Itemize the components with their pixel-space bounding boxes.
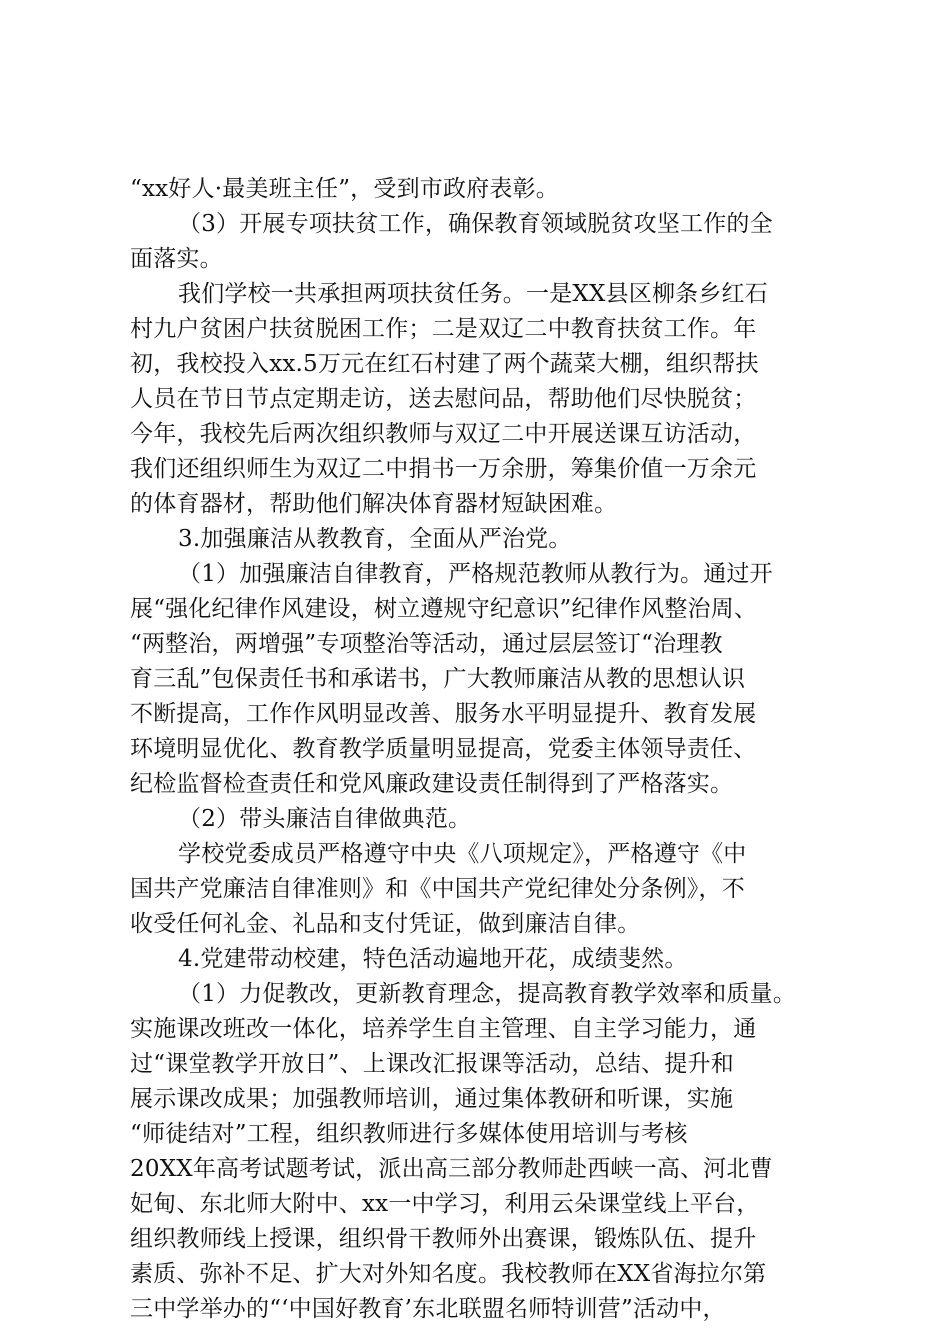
text-line-13: 展“强化纪律作风建设，树立遵规守纪意识”纪律作风整治周、	[130, 596, 758, 622]
text-line-1: “xx好人·最美班主任”，受到市政府表彰。	[130, 176, 559, 202]
text-line-30: 妃甸、东北师大附中、xx一中学习，利用云朵课堂线上平台，	[130, 1191, 760, 1217]
text-line-25: 实施课改班改一体化，培养学生自主管理、自主学习能力，通	[130, 1016, 757, 1042]
section-heading-3: 3.加强廉洁从教教育，全面从严治党。	[178, 526, 572, 552]
text-line-26: 过“课堂教学开放日”、上课改汇报课等活动，总结、提升和	[130, 1051, 734, 1077]
text-line-22: 收受任何礼金、礼品和支付凭证，做到廉洁自律。	[130, 911, 641, 937]
text-line-2: （3）开展专项扶贫工作，确保教育领域脱贫攻坚工作的全	[178, 211, 773, 237]
text-line-8: 今年，我校先后两次组织教师与双辽二中开展送课互访活动，	[130, 421, 757, 447]
text-line-4: 我们学校一共承担两项扶贫任务。一是XX县区柳条乡红石	[178, 281, 768, 307]
text-line-24: （1）力促教改，更新教育理念，提高教育教学效率和质量。	[178, 981, 797, 1007]
text-line-9: 我们还组织师生为双辽二中捐书一万余册，筹集价值一万余元	[130, 456, 757, 482]
text-line-5: 村九户贫困户扶贫脱困工作；二是双辽二中教育扶贫工作。年	[130, 316, 757, 342]
text-line-33: 三中学举办的“‘中国好教育’东北联盟名师特训营”活动中，	[130, 1296, 726, 1322]
section-heading-4: 4.党建带动校建，特色活动遍地开花，成绩斐然。	[178, 946, 688, 972]
text-line-14: “两整治，两增强”专项整治等活动，通过层层签订“治理教	[130, 631, 723, 657]
text-line-31: 组织教师线上授课，组织骨干教师外出赛课，锻炼队伍、提升	[130, 1226, 757, 1252]
text-line-28: “师徒结对”工程，组织教师进行多媒体使用培训与考核	[130, 1121, 688, 1147]
text-line-21: 国共产党廉洁自律准则》和《中国共产党纪律处分条例》，不	[130, 876, 745, 902]
text-line-10: 的体育器材，帮助他们解决体育器材短缺困难。	[130, 491, 618, 517]
text-line-7: 人员在节日节点定期走访，送去慰问品，帮助他们尽快脱贫；	[130, 386, 757, 412]
text-line-20: 学校党委成员严格遵守中央《八项规定》，严格遵守《中	[178, 841, 747, 867]
text-line-19: （2）带头廉洁自律做典范。	[178, 806, 472, 832]
text-line-17: 环境明显优化、教育教学质量明显提高，党委主体领导责任、	[130, 736, 757, 762]
text-line-3: 面落实。	[130, 246, 223, 272]
text-line-27: 展示课改成果；加强教师培训，通过集体教研和听课，实施	[130, 1086, 734, 1112]
text-line-18: 纪检监督检查责任和党风廉政建设责任制得到了严格落实。	[130, 771, 734, 797]
text-line-12: （1）加强廉洁自律教育，严格规范教师从教行为。通过开	[178, 561, 773, 587]
text-line-6: 初，我校投入xx.5万元在红石村建了两个蔬菜大棚，组织帮扶	[130, 351, 759, 377]
text-line-15: 育三乱”包保责任书和承诺书，广大教师廉洁从教的思想认识	[130, 666, 746, 692]
text-line-16: 不断提高，工作作风明显改善、服务水平明显提升、教育发展	[130, 701, 757, 727]
text-line-29: 20XX年高考试题考试，派出高三部分教师赴西峡一高、河北曹	[130, 1156, 773, 1182]
text-line-32: 素质、弥补不足、扩大对外知名度。我校教师在XX省海拉尔第	[130, 1261, 767, 1287]
